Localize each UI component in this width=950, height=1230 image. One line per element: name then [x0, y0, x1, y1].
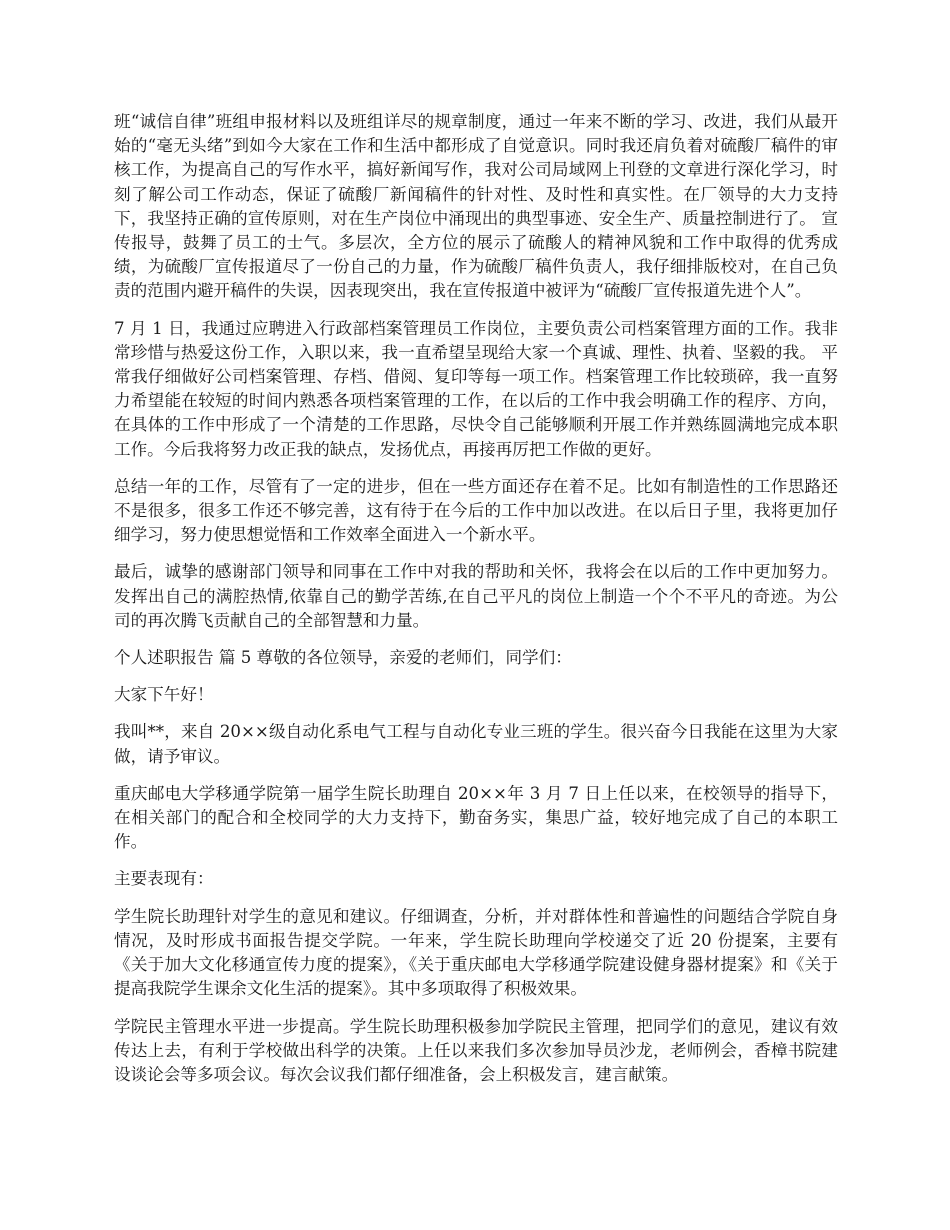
paragraph: 我叫**，来自 20××级自动化系电气工程与自动化专业三班的学生。很兴奋今日我能在这里为大家做，请予审议。	[114, 722, 838, 766]
greeting: 大家下午好！	[114, 685, 214, 705]
subheading: 主要表现有：	[114, 869, 214, 889]
document-body	[114, 110, 838, 1100]
paragraph: 学院民主管理水平进一步提高。学生院长助理积极参加学院民主管理，把同学们的意见，建议有效传达上去，有利于学校做出科学的决策。上任以来我们多次参加导员沙龙，老师例会，香樟书院建设谈论会等多项会议。每次会议我们都仔细准备，会上积极发言，建言献策。	[114, 1016, 838, 1084]
paragraph: 学生院长助理针对学生的意见和建议。仔细调查，分析，并对群体性和普遍性的问题结合学院自身情况，及时形成书面报告提交学院。一年来，学生院长助理向学校递交了近 20 份提案，主要有《关于加大文化移通宣传力度的提案》，《关于重庆邮电大学移通学院建设健身器材提案》和《关于提高我院学生课余文化生活的提案》。其中多项取得了积极效果。	[114, 906, 838, 999]
paragraph: 7 月 1 日，我通过应聘进入行政部档案管理员工作岗位，主要负责公司档案管理方面的工作。我非常珍惜与热爱这份工作，入职以来，我一直希望呈现给大家一个真诚、理性、执着、坚毅的我。 平常我仔细做好公司档案管理、存档、借阅、复印等每一项工作。档案管理工作比较琐碎，我一直努力希望能在较短的时间内熟悉各项档案管理的工作，在以后的工作中我会明确工作的程序、方向，在具体的工作中形成了一个清楚的工作思路，尽快令自己能够顺利开展工作并熟练圆满地完成本职工作。今后我将努力改正我的缺点，发扬优点，再接再厉把工作做的更好。	[114, 318, 838, 459]
paragraph: 重庆邮电大学移通学院第一届学生院长助理自 20××年 3 月 7 日上任以来，在校领导的指导下，在相关部门的配合和全校同学的大力支持下，勤奋务实，集思广益，较好地完成了自己的本职工作。	[114, 783, 838, 852]
paragraph: 班“诚信自律”班组申报材料以及班组详尽的规章制度，通过一年来不断的学习、改进，我们从最开始的“毫无头绪”到如今大家在工作和生活中都形成了自觉意识。同时我还肩负着对硫酸厂稿件的审核工作，为提高自己的写作水平，搞好新闻写作，我对公司局域网上刊登的文章进行深化学习，时刻了解公司工作动态，保证了硫酸厂新闻稿件的针对性、及时性和真实性。在厂领导的大力支持下，我坚持正确的宣传原则，对在生产岗位中涌现出的典型事迹、安全生产、质量控制进行了。 宣传报导，鼓舞了员工的士气。多层次，全方位的展示了硫酸人的精神风貌和工作中取得的优秀成绩，为硫酸厂宣传报道尽了一份自己的力量，作为硫酸厂稿件负责人，我仔细排版校对，在自己负责的范围内避开稿件的失误，因表现突出，我在宣传报道中被评为“硫酸厂宣传报道先进个人”。	[114, 112, 838, 301]
paragraph: 最后，诚挚的感谢部门领导和同事在工作中对我的帮助和关怀，我将会在以后的工作中更加努力。发挥出自己的满腔热情,依靠自己的勤学苦练,在自己平凡的岗位上制造一个个不平凡的奇迹。为公司的再次腾飞贡献自己的全部智慧和力量。	[114, 562, 838, 630]
section-heading: 个人述职报告 篇 5 尊敬的各位领导，亲爱的老师们，同学们：	[114, 648, 572, 668]
paragraph: 总结一年的工作，尽管有了一定的进步，但在一些方面还存在着不足。比如有制造性的工作思路还不是很多，很多工作还不够完善，这有待于在今后的工作中加以改进。在以后日子里，我将更加仔细学习，努力使思想觉悟和工作效率全面进入一个新水平。	[114, 476, 838, 545]
